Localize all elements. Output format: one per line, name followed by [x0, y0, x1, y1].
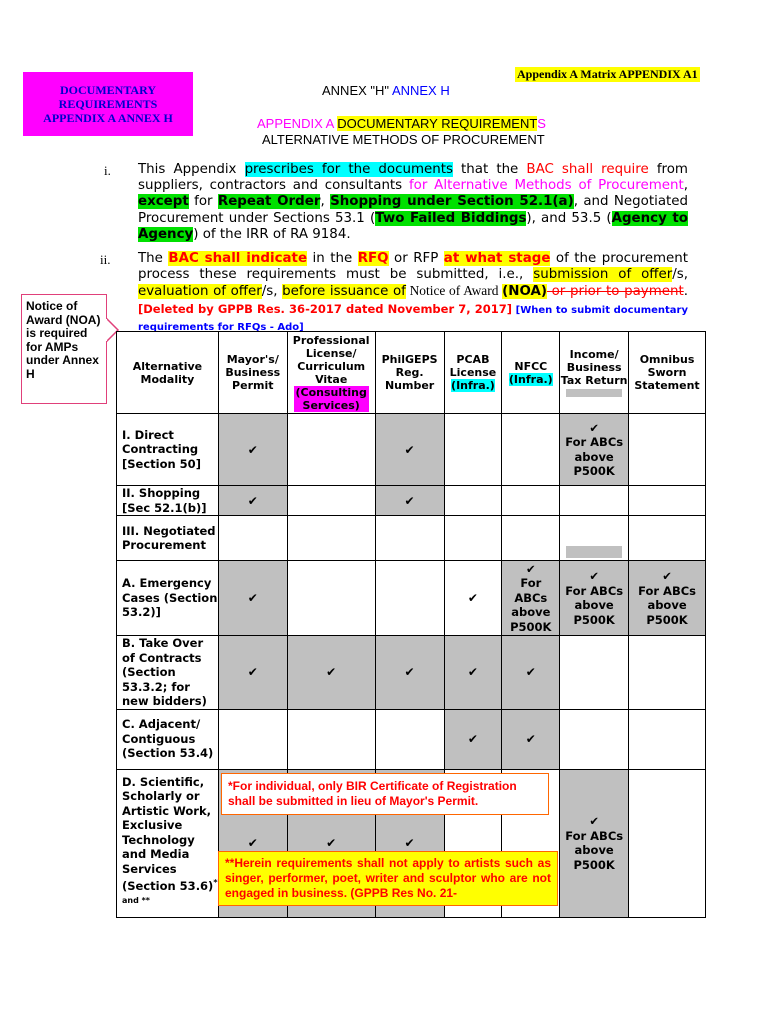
check-cell: ✔ [375, 769, 444, 917]
empty-cell [502, 414, 560, 486]
empty-cell [287, 516, 375, 561]
empty-cell [287, 486, 375, 516]
empty-cell [629, 709, 706, 769]
artists-note: **Herein requirements shall not apply to artists such as singer, performer, poet, writer and sculptor who are not engaged in business. (GPPB Res No. 21- [218, 851, 558, 906]
empty-cell [218, 709, 287, 769]
check-cell: ✔ [375, 636, 444, 710]
check-cell: ✔ [287, 636, 375, 710]
table-row [117, 636, 706, 710]
empty-cell [502, 486, 560, 516]
empty-cell [287, 414, 375, 486]
table-row [117, 414, 706, 486]
paragraph-numeral-ii: ii. [100, 252, 111, 267]
empty-cell [287, 709, 375, 769]
header-philgeps: PhilGEPS Reg. Number [375, 332, 444, 414]
header-omnibus: Omnibus Sworn Statement [629, 332, 706, 414]
itr-cell: ✔ For ABCs above P500K [560, 561, 629, 636]
check-cell: ✔ [218, 561, 287, 636]
header-professional-license: Professional License/ Curriculum Vitae (Consulting Services) [287, 332, 375, 414]
header-pcab: PCAB License (Infra.) [444, 332, 502, 414]
empty-cell [502, 516, 560, 561]
empty-cell [560, 516, 629, 561]
table-row [117, 516, 706, 561]
header-mayors-permit: Mayor's/ Business Permit [218, 332, 287, 414]
row-label-direct-contracting: I. Direct Contracting [Section 50] [117, 414, 219, 486]
documentary-requirements-label: DOCUMENTARY REQUIREMENTS APPENDIX A ANNEX H [23, 72, 193, 136]
empty-cell [218, 516, 287, 561]
individual-note: *For individual, only BIR Certificate of Registration shall be submitted in lieu of Mayor's Permit. [221, 773, 549, 815]
empty-cell [560, 709, 629, 769]
empty-cell [375, 561, 444, 636]
check-cell: ✔ [444, 709, 502, 769]
empty-cell [444, 414, 502, 486]
check-cell: ✔ [375, 414, 444, 486]
paragraph-ii: The BAC shall indicate in the RFQ or RFP at what stage of the procurement process these requirements must be submitted, i.e., submission of offer/s, evaluation of offer/s, before issuance of Notice of Award (NOA) or prior to payment. [Deleted by GPPB Res. 36-2017 dated November 7, 2017] [When to submit documentary requirements for RFQs - Ado] [138, 251, 689, 333]
table-row [117, 486, 706, 516]
empty-cell [560, 486, 629, 516]
check-cell: ✔ [218, 769, 287, 917]
check-cell: ✔ [375, 486, 444, 516]
empty-cell [629, 769, 706, 917]
empty-cell [629, 636, 706, 710]
check-cell: ✔ [218, 636, 287, 710]
row-label-adjacent: C. Adjacent/ Contiguous (Section 53.4) [117, 709, 219, 769]
check-cell: ✔ [444, 561, 502, 636]
itr-cell: ✔ For ABCs above P500K [560, 769, 629, 917]
check-cell: ✔ [218, 486, 287, 516]
empty-cell [375, 709, 444, 769]
header-nfcc: NFCC (Infra.) [502, 332, 560, 414]
header-income-tax-return: Income/ Business Tax Return [560, 332, 629, 414]
empty-cell [444, 516, 502, 561]
requirements-matrix [116, 331, 706, 918]
row-label-take-over: B. Take Over of Contracts (Section 53.3.2; for new bidders) [117, 636, 219, 710]
check-cell: ✔ [218, 414, 287, 486]
check-cell: ✔ [444, 636, 502, 710]
appendix-matrix-label: Appendix A Matrix APPENDIX A1 [517, 67, 698, 81]
row-label-emergency: A. Emergency Cases (Section 53.2)] [117, 561, 219, 636]
paragraph-numeral-i: i. [104, 163, 111, 178]
appendix-title: APPENDIX A DOCUMENTARY REQUIREMENTS [257, 116, 546, 131]
header-modality: Alternative Modality [117, 332, 219, 414]
check-cell: ✔ [502, 636, 560, 710]
row-label-shopping: II. Shopping [Sec 52.1(b)] [117, 486, 219, 516]
table-header-row [117, 332, 706, 414]
row-label-scientific: D. Scientific, Scholarly or Artistic Work, Exclusive Technology and Media Services (Section 53.6)$^{* and **}$ [117, 769, 219, 917]
check-cell: ✔ [502, 709, 560, 769]
row-label-negotiated: III. Negotiated Procurement [117, 516, 219, 561]
appendix-subtitle: ALTERNATIVE METHODS OF PROCUREMENT [262, 132, 545, 147]
empty-cell [287, 561, 375, 636]
table-row [117, 709, 706, 769]
table-row [117, 561, 706, 636]
empty-cell [560, 636, 629, 710]
empty-cell [375, 516, 444, 561]
annex-heading: ANNEX "H" ANNEX H [322, 83, 450, 98]
noa-callout: Notice of Award (NOA) is required for AMPs under Annex H [21, 294, 107, 404]
itr-cell: ✔ For ABCs above P500K [560, 414, 629, 486]
empty-cell [444, 486, 502, 516]
paragraph-i: This Appendix prescribes for the documents that the BAC shall require from suppliers, contractors and consultants for Alternative Methods of Procurement, except for Repeat Order, Shopping under Section 52.1(a), and Negotiated Procurement under Sections 53.1 (Two Failed Biddings), and 53.5 (Agency to Agency) of the IRR of RA 9184. [138, 162, 689, 242]
check-cell: ✔ [287, 769, 375, 917]
empty-cell [629, 486, 706, 516]
empty-cell [629, 516, 706, 561]
omnibus-cell: ✔ For ABCs above P500K [629, 561, 706, 636]
nfcc-cell: ✔ For ABCs above P500K [502, 561, 560, 636]
empty-cell [629, 414, 706, 486]
